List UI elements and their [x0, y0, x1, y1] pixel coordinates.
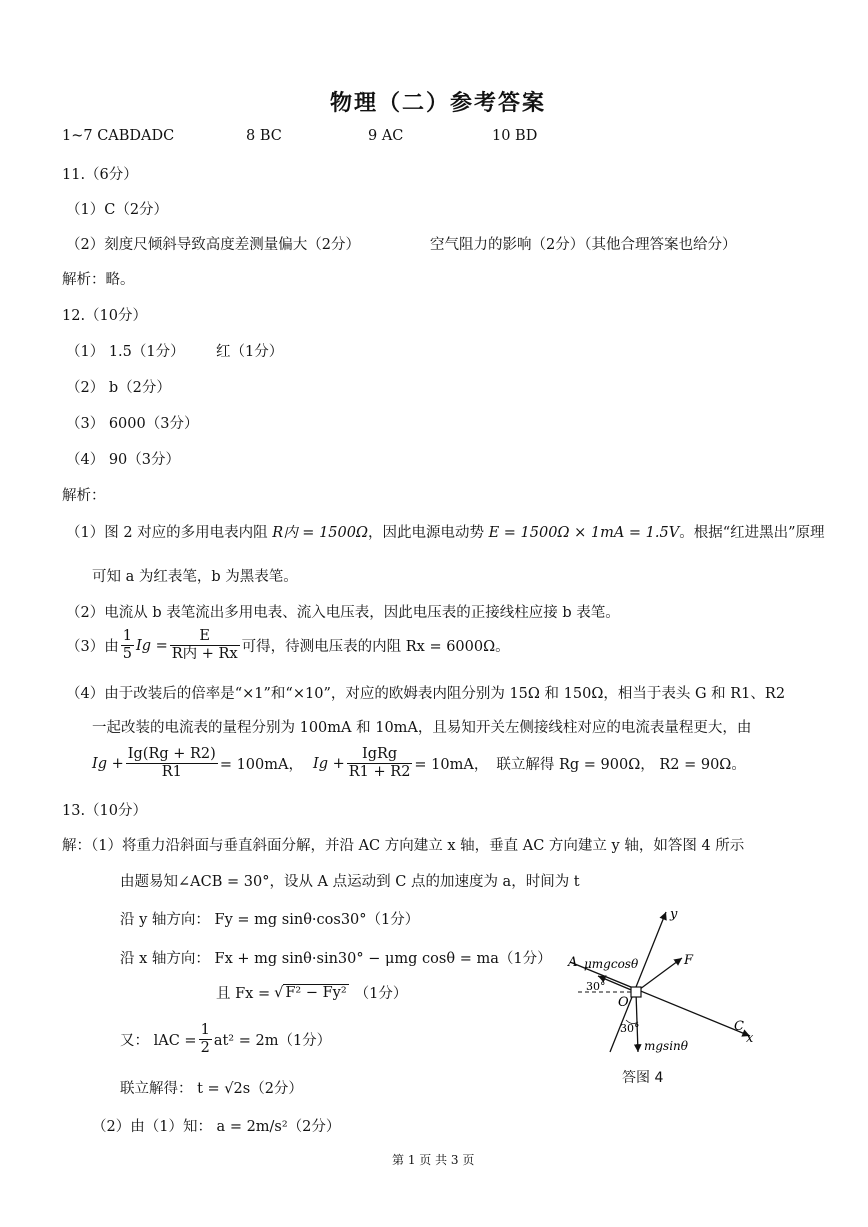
l6-num: 1 — [200, 1022, 210, 1038]
l6-prefix: 又： lAC = — [120, 1033, 197, 1049]
l6-den: 2 — [200, 1040, 210, 1056]
mc-answers-1-7: 1~7 CABDADC — [62, 128, 175, 144]
label-gravity: mgsinθ — [644, 1039, 689, 1053]
q13-line3: 沿 y 轴方向： Fy = mg sinθ·cos30°（1分） — [120, 912, 420, 928]
l6-suffix: at² = 2m（1分） — [213, 1033, 332, 1049]
q11-analysis: 解析：略。 — [62, 272, 135, 288]
s3-prefix: （3）由 — [66, 639, 119, 655]
q13-line1: 解：（1）将重力沿斜面与垂直斜面分解，并沿 AC 方向建立 x 轴，垂直 AC 方向建立 y 轴，如答图 4 所示 — [62, 838, 745, 854]
s3-frac2-num: E — [170, 628, 240, 646]
q12-part1b: 红（1分） — [216, 344, 284, 360]
mc-answer-10: 10 BD — [492, 128, 538, 144]
q13-line5 — [216, 982, 407, 1003]
q12-part2: （2） b（2分） — [66, 380, 171, 396]
eq1-rhs: = 100mA， — [219, 757, 303, 773]
eq1-fraction — [126, 746, 218, 781]
q13-line7: 联立解得： t = √2s（2分） — [120, 1081, 303, 1097]
s3-fraction-e — [170, 628, 240, 663]
s3-frac1-den: 5 — [122, 646, 132, 662]
q12-part3: （3） 6000（3分） — [66, 416, 199, 432]
q13-line2: 由题易知∠ACB = 30°，设从 A 点运动到 C 点的加速度为 a，时间为 t — [120, 874, 580, 890]
mc-answer-9: 9 AC — [368, 128, 404, 144]
q12-analysis-label: 解析： — [62, 488, 106, 504]
q12-part4: （4） 90（3分） — [66, 452, 181, 468]
eq2-rhs: = 10mA， — [414, 757, 489, 773]
x-axis-line — [570, 962, 750, 1036]
s3-suffix: 可得，待测电压表的内阻 Rx = 6000Ω。 — [241, 639, 510, 655]
q12-solution-1-line2: 可知 a 为红表笔，b 为黑表笔。 — [92, 569, 298, 585]
eq-result: 联立解得 Rg = 900Ω， R2 = 90Ω。 — [496, 757, 746, 773]
figure-caption: 答图 4 — [622, 1070, 664, 1086]
label-a: A — [568, 955, 578, 970]
angle-label-2: 30° — [620, 1022, 640, 1035]
q11-heading: 11.（6分） — [62, 167, 138, 183]
q12-solution-4-equations — [92, 746, 746, 781]
label-x: x — [746, 1031, 754, 1046]
q11-part2b: 空气阻力的影响（2分）（其他合理答案也给分） — [430, 237, 737, 253]
s1-emf: E = 1500Ω × 1mA = 1.5V — [488, 525, 680, 541]
label-friction: μmgcosθ — [584, 957, 639, 971]
label-o: O — [618, 995, 629, 1010]
s1-mid: ，因此电源电动势 — [368, 525, 489, 541]
eq2-num: IgRg — [347, 746, 413, 764]
q12-solution-2: （2）电流从 b 表笔流出多用电表、流入电压表，因此电压表的正接线柱应接 b 表笔。 — [66, 605, 620, 621]
l5-suffix: （1分） — [354, 986, 408, 1002]
q13-heading: 13.（10分） — [62, 803, 148, 819]
s3-ig: Ig = — [135, 637, 168, 654]
eq1-lhs: Ig + — [92, 755, 124, 772]
force-f-arrow — [636, 958, 682, 992]
q11-part2a: （2）刻度尺倾斜导致高度差测量偏大（2分） — [66, 237, 360, 253]
s3-frac2-den: R内 + Rx — [171, 646, 238, 662]
page-title: 物理（二）参考答案 — [330, 91, 547, 116]
eq1-num: Ig(Rg + R2) — [127, 746, 216, 762]
s1-prefix: （1）图 2 对应的多用电表内阻 — [66, 525, 273, 541]
eq2-fraction — [347, 746, 413, 781]
q13-line4: 沿 x 轴方向： Fx + mg sinθ·sin30° − μmg cosθ = ma（1分） — [120, 951, 552, 967]
eq2-lhs: Ig + — [312, 755, 345, 772]
q12-part1a: （1） 1.5（1分） — [66, 344, 185, 360]
page-footer: 第 1 页 共 3 页 — [392, 1153, 475, 1167]
q13-line8: （2）由（1）知： a = 2m/s²（2分） — [92, 1119, 341, 1135]
block-square — [631, 987, 641, 997]
q12-solution-4-line2: 一起改装的电流表的量程分别为 100mA 和 10mA，且易知开关左侧接线柱对应的电流表量程更大，由 — [92, 720, 752, 736]
s1-resistance: R内 = 1500Ω — [272, 525, 368, 541]
q12-solution-4-line1: （4）由于改装后的倍率是“×1”和“×10”，对应的欧姆表内阻分别为 15Ω 和 150Ω，相当于表头 G 和 R1、R2 — [66, 686, 786, 702]
s1-suffix: 。根据“红进黑出”原理 — [679, 525, 825, 541]
q12-solution-3 — [66, 628, 510, 663]
force-diagram — [560, 900, 760, 1060]
eq2-den: R1 + R2 — [348, 764, 411, 780]
label-c: C — [734, 1019, 744, 1034]
s3-fraction-1-5 — [121, 628, 134, 663]
l6-fraction — [199, 1022, 212, 1057]
angle-label-1: 30° — [586, 980, 606, 993]
label-f: F — [684, 953, 694, 968]
q12-heading: 12.（10分） — [62, 308, 148, 324]
mc-answer-8: 8 BC — [246, 128, 282, 144]
label-y: y — [670, 907, 678, 922]
l5-sqrt-body: F² − Fy² — [285, 985, 347, 1001]
q11-part1: （1）C（2分） — [66, 202, 169, 218]
eq1-den: R1 — [161, 764, 182, 780]
sqrt-sign: √ — [274, 984, 284, 1001]
q13-line6 — [120, 1022, 331, 1057]
q12-solution-1 — [66, 521, 825, 542]
s3-frac1-num: 1 — [122, 628, 132, 644]
l5-prefix: 且 Fx = — [216, 986, 271, 1002]
